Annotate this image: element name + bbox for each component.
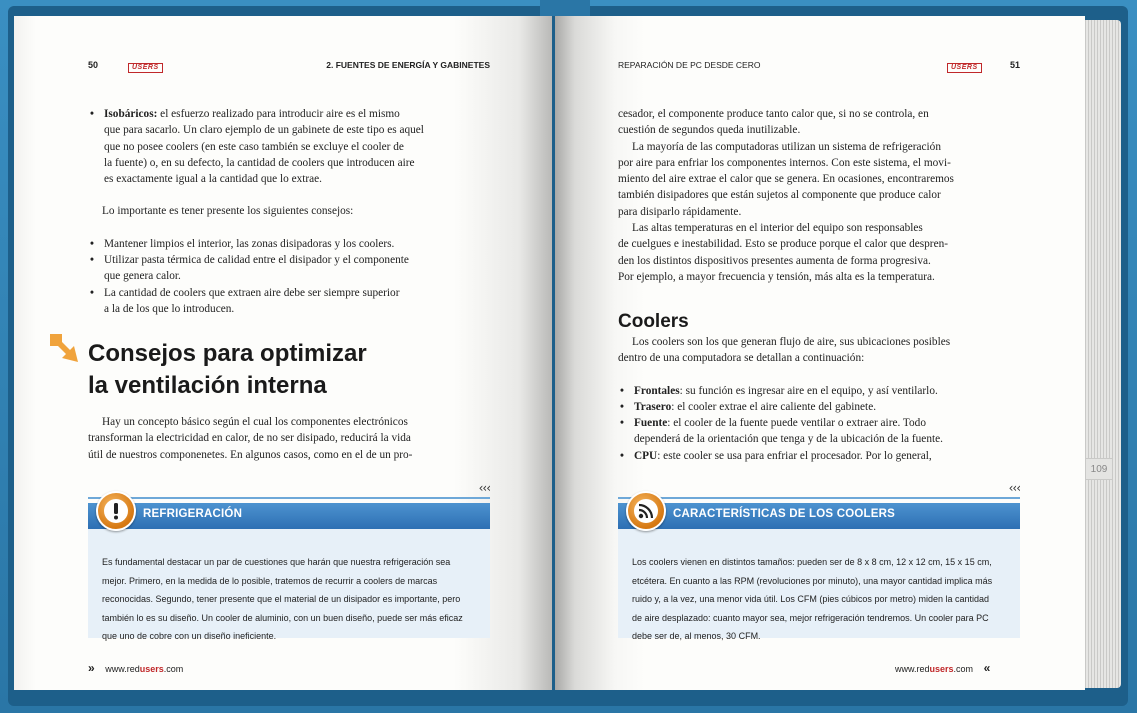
list-item: • CPU: este cooler se usa para enfriar el procesador. Por lo general, <box>618 448 1028 464</box>
list-item: • Frontales: su función es ingresar aire en el equipo, y así ventilarlo. <box>618 383 1028 399</box>
chapter-title: 2. FUENTES DE ENERGÍA Y GABINETES <box>326 60 490 70</box>
users-logo: USERS <box>128 61 163 73</box>
box-title: CARACTERÍSTICAS DE LOS COOLERS <box>673 508 895 520</box>
page-tab-109[interactable]: 109 <box>1085 458 1113 480</box>
list-item: • La cantidad de coolers que extraen aire debe ser siempre superior a la de los que lo introducen. <box>88 285 508 318</box>
right-footer[interactable]: www.redusers.com « <box>895 661 991 675</box>
right-page-number: 51 <box>1010 60 1021 70</box>
page-edges <box>1083 20 1121 688</box>
section-heading: Consejos para optimizar la ventilación interna <box>88 340 367 399</box>
consejos-intro: Lo importante es tener presente los siguientes consejos: <box>102 205 354 218</box>
rss-badge-icon <box>626 491 666 531</box>
right-text-block: cesador, el componente produce tanto calor que, si no se controla, en cuestión de segundos queda inutilizable. La mayoría de las computadoras utilizan un sistema de refrigeración por aire para enfriar los componentes internos. Con este sistema, el movi- miento del aire extrae el calor que se genera. En ocasiones, encontraremos también disipadores que están sujetos al componente que produce calor para disiparlo rápidamente. Las altas temperaturas en el interior del equipo son responsables de cuelgues e inestabilidad. Esto se produce porque el calor que despren- den los distintos dispositivos presentes aumenta de forma progresiva. Por ejemplo, a mayor frecuencia y tensión, más alta es la temperatura. <box>618 108 954 283</box>
coolers-list <box>618 383 1028 464</box>
warning-badge-icon <box>96 491 136 531</box>
right-page[interactable] <box>555 16 1085 690</box>
left-paragraph: Hay un concepto básico según el cual los componentes electrónicos transforman la electricidad en calor, de no ser disipado, reducirá la vida útil de nuestros componenetes. En algunos casos, como en el de un pro- <box>88 416 413 461</box>
list-item: • Utilizar pasta térmica de calidad entre el disipador y el componente que genera calor. <box>88 252 508 285</box>
users-logo: USERS <box>947 61 982 73</box>
orange-arrow-icon <box>48 332 80 364</box>
list-item: • Mantener limpios el interior, las zonas disipadoras y los coolers. <box>88 236 508 252</box>
book-title: REPARACIÓN DE PC DESDE CERO <box>618 60 761 70</box>
refrigeracion-box <box>88 481 490 642</box>
bullet-isobaricos: • Isobáricos: el esfuerzo realizado para introducir aire es el mismo que para sacarlo. Un claro ejemplo de un gabinete de este tipo es aquel que no posee coolers (en este caso también se excluye el cooler de la fuente) o, en su defecto, la cantidad de coolers que introducen aire es exactamente igual a la cantidad que lo extrae. <box>88 106 508 187</box>
list-item: • Fuente: el cooler de la fuente puede ventilar o extraer aire. Todo dependerá de la orientación que tenga y de la ubicación de la fuente. <box>618 415 1028 448</box>
spine <box>540 0 590 16</box>
double-chevron-left-icon: « <box>983 661 991 675</box>
list-item: • Trasero: el cooler extrae el aire caliente del gabinete. <box>618 399 1028 415</box>
caracteristicas-box <box>618 481 1020 642</box>
left-page-number: 50 <box>88 60 99 70</box>
box-body: Es fundamental destacar un par de cuestiones que harán que nuestra refrigeración sea mejor. Primero, en la medida de lo posible, tratemos de recurrir a coolers de marcas reconocidas. Segundo, tener presente que el material de un disipador es importante, pero también lo es su diseño. Un cooler de aluminio, con un buen diseño, puede ser más eficaz que uno de cobre con un diseño ineficiente. <box>102 557 463 642</box>
left-text-block <box>88 106 508 317</box>
chevrons-icon: ‹‹‹ <box>478 481 490 495</box>
coolers-heading: Coolers <box>618 311 689 332</box>
box-body: Los coolers vienen en distintos tamaños: pueden ser de 8 x 8 cm, 12 x 12 cm, 15 x 15 cm, etcétera. En cuanto a las RPM (revoluciones por minuto), una mayor cantidad implica más ruido y, a la vez, una menor vida útil. Los CFM (pies cúbicos por metro) miden la cantidad de aire desplazado: cuanto mayor sea, mejor refrigeración tendremos. Un cooler para PC debe ser de, al menos, 30 CFM. <box>632 557 993 642</box>
coolers-text: Los coolers son los que generan flujo de aire, sus ubicaciones posibles dentro de una computadora se detallan a continuación: • Frontales: su función es ingresar aire en el equipo, y así ventilarlo. • Trasero: el cooler extrae el aire caliente del gabinete. • Fuente: el cooler de la fuente puede ventilar o extraer aire. Todo dependerá de la orientación que tenga y de la ubicación de la fuente. • CPU: este cooler se usa para enfriar el procesador. Por lo general, <box>618 334 1028 464</box>
left-page[interactable] <box>14 16 552 690</box>
left-footer[interactable]: » www.redusers.com <box>88 661 184 675</box>
consejos-list <box>88 236 508 317</box>
box-title: REFRIGERACIÓN <box>143 508 243 520</box>
chevrons-icon: ‹‹‹ <box>1008 481 1020 495</box>
double-chevron-right-icon: » <box>88 661 95 675</box>
